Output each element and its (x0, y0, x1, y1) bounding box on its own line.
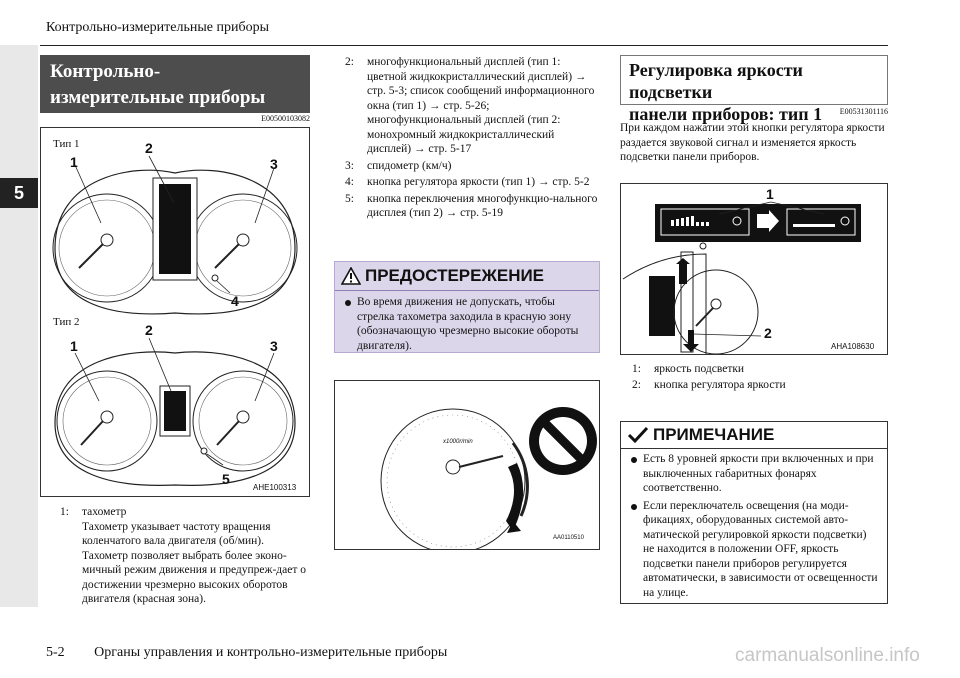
cluster-type1 (53, 156, 297, 314)
right-intro: При каждом нажатии этой кнопки регулятора яркости раздается звуковой сигнал и изменяется яркость подсветки панели приборов. (620, 122, 885, 163)
legend-item-5: 5: кнопка переключения многофункцио-нального дисплея (тип 2) → стр. 5-19 (345, 192, 598, 219)
right-title-line2: панели приборов: тип 1 (629, 104, 823, 124)
section-title-line2: измерительные приборы (50, 87, 266, 108)
brightness-figure (620, 183, 888, 355)
callout-1: 1 (70, 154, 78, 170)
legend-list (345, 55, 600, 221)
right-title-line1: Регулировка яркости подсветки (629, 60, 803, 102)
tachometer-redzone-figure (334, 380, 600, 550)
cluster-drawings (41, 128, 309, 496)
section-code: E00500103082 (261, 114, 310, 123)
note-item-1: Есть 8 уровней яркости при включенных и при выключенных габаритных фонарях соответственно. (629, 452, 879, 496)
right-legend-1: 1: яркость подсветки (632, 363, 745, 375)
chapter-tab: 5 (0, 178, 38, 208)
running-header: Контрольно-измерительные приборы (46, 20, 269, 35)
figure-id-right: AHA108630 (831, 342, 875, 351)
section-title-line1: Контрольно- (50, 61, 161, 82)
callout-1-type2: 1 (70, 338, 78, 354)
item-1-desc: Тахометр указывает частоту вращения коленчатого вала двигателя (об/мин). Тахометр позволяет выбрать более эконо-мичный режим движения и предупреж-дает о достижении чрезмерно высоких оборотов двигателя (красная зона). (82, 520, 307, 605)
footer-text: Органы управления и контрольно-измерительные приборы (94, 645, 448, 660)
cluster-type2 (55, 338, 295, 485)
item-1 (60, 505, 310, 607)
item-1-num: 1: (60, 506, 69, 518)
warning-title: ПРЕДОСТЕРЕЖЕНИЕ (365, 266, 545, 285)
figure-id-mid: AA0110510 (553, 535, 584, 541)
callout-1-right: 1 (766, 186, 774, 202)
chapter-sidebar (0, 45, 38, 607)
note-check-icon (627, 425, 649, 445)
callout-2: 2 (145, 140, 153, 156)
legend-item-4: 4: кнопка регулятора яркости (тип 1) → стр. 5-2 (345, 176, 590, 188)
right-section-code: E00531301116 (839, 107, 888, 116)
note-title: ПРИМЕЧАНИЕ (653, 425, 775, 444)
page-footer (46, 645, 447, 661)
callout-5: 5 (222, 471, 230, 487)
callout-2-right: 2 (764, 325, 772, 341)
brightness-drawing (621, 184, 887, 354)
warning-box (334, 261, 600, 353)
item-1-title: тахометр (82, 506, 127, 518)
figure-id: AHE100313 (253, 483, 297, 492)
type1-label: Тип 1 (53, 138, 80, 150)
note-item-2: Если переключатель освещения (на моди-фикациях, оборудованных системой авто-матической регулировкой яркости подсветки) не находится в положении OFF, яркость подсветки панели приборов регулируется автоматически, в зависимости от освещенности на улице. (629, 499, 879, 601)
callout-3: 3 (270, 156, 278, 172)
warning-text: Во время движения не допускать, чтобы стрелка тахометра заходила в красную зону (обозначающую чрезмерно высокие обороты двигателя). (343, 295, 591, 353)
right-legend-2: 2: кнопка регулятора яркости (632, 378, 786, 391)
callout-3-type2: 3 (270, 338, 278, 354)
legend-item-3: 3: спидометр (км/ч) (345, 159, 452, 172)
gauge-unit: x1000r/min (443, 439, 473, 445)
tachometer-drawing (335, 381, 599, 549)
note-box (620, 421, 888, 604)
warning-icon (341, 267, 361, 285)
callout-4: 4 (231, 293, 239, 309)
instrument-cluster-figure (40, 127, 310, 497)
page-number: 5-2 (46, 645, 65, 660)
legend-item-2: 2: многофункциональный дисплей (тип 1: цветной жидкокристаллический дисплей) → стр. 5-3; список сообщений информационного окна (тип 1) → стр. 5-26; многофункциональный дисплей (тип 2: монохромный жидкокристаллический дисплей) → стр. 5-17 (345, 56, 595, 155)
header-rule (40, 45, 888, 46)
callout-2-type2: 2 (145, 322, 153, 338)
type2-label: Тип 2 (53, 316, 80, 328)
right-legend (632, 362, 888, 392)
section-title (40, 55, 310, 113)
watermark: carmanualsonline.info (735, 645, 920, 666)
